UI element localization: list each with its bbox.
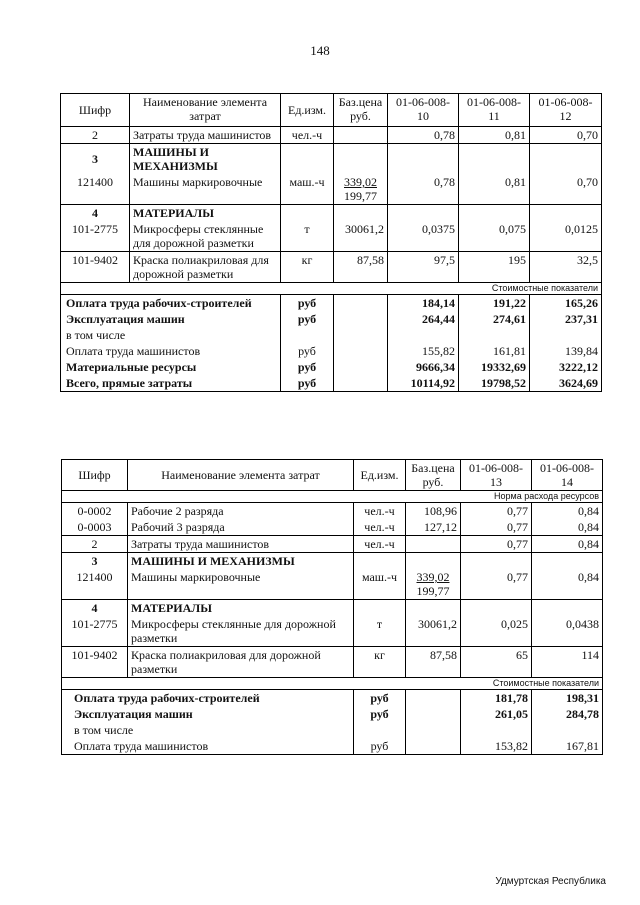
row-value: 65 — [461, 647, 532, 678]
row-price: 108,96 — [406, 503, 461, 520]
row-value: 0,77 — [461, 569, 532, 600]
resource-table-2 — [61, 459, 603, 755]
summary-row — [61, 343, 602, 359]
header-col-10: 01-06-008-10 — [388, 94, 459, 127]
summary-unit: руб — [354, 690, 406, 707]
row-unit: чел.-ч — [354, 503, 406, 520]
summary-value: 9666,34 — [388, 359, 459, 375]
summary-name: Всего, прямые затраты — [61, 375, 281, 392]
row-unit: чел.-ч — [281, 127, 334, 144]
summary-value: 274,61 — [459, 311, 530, 327]
header-col-12: 01-06-008-12 — [530, 94, 602, 127]
price-main: 339,02 — [416, 570, 450, 584]
header-col-14: 01-06-008-14 — [532, 460, 603, 491]
resource-table-1 — [60, 93, 602, 392]
section-label-cost: Стоимостные показатели — [62, 678, 603, 690]
row-code: 101-2775 — [62, 616, 128, 647]
header-unit: Ед.изм. — [281, 94, 334, 127]
row-value: 0,84 — [532, 519, 603, 536]
section-code: 4 — [61, 205, 130, 222]
row-name: Машины маркировочные — [128, 569, 354, 600]
row-name: Краска полиакриловая для дорожной разметки — [130, 252, 281, 283]
row-price: 87,58 — [406, 647, 461, 678]
row-value: 0,78 — [388, 127, 459, 144]
row-value: 0,78 — [388, 174, 459, 205]
summary-row — [61, 311, 602, 327]
section-label-cost: Стоимостные показатели — [61, 283, 602, 295]
row-code: 101-9402 — [61, 252, 130, 283]
row-price — [406, 569, 461, 600]
summary-name: Материальные ресурсы — [61, 359, 281, 375]
summary-value: 198,31 — [532, 690, 603, 707]
summary-value: 10114,92 — [388, 375, 459, 392]
row-code: 0-0002 — [62, 503, 128, 520]
row-value: 0,84 — [532, 536, 603, 553]
summary-row — [62, 738, 603, 755]
row-price — [334, 127, 388, 144]
row-code: 2 — [62, 536, 128, 553]
row-name: Микросферы стеклянные для дорожной разметки — [128, 616, 354, 647]
section-code: 4 — [62, 600, 128, 617]
section-row — [61, 205, 602, 222]
row-unit: чел.-ч — [354, 519, 406, 536]
row-code: 121400 — [62, 569, 128, 600]
header-code: Шифр — [62, 460, 128, 491]
footer-region: Удмуртская Республика — [495, 876, 606, 887]
header-code: Шифр — [61, 94, 130, 127]
page-number: 148 — [310, 43, 330, 58]
summary-value: 191,22 — [459, 295, 530, 312]
summary-row — [62, 706, 603, 722]
section-title: МАТЕРИАЛЫ — [128, 600, 354, 617]
row-value: 32,5 — [530, 252, 602, 283]
row-value: 0,84 — [532, 503, 603, 520]
row-unit: чел.-ч — [354, 536, 406, 553]
section-code: 3 — [61, 144, 130, 175]
row-value: 0,075 — [459, 221, 530, 252]
summary-unit: руб — [354, 738, 406, 755]
table-row — [61, 221, 602, 252]
summary-row — [62, 690, 603, 707]
summary-value: 3222,12 — [530, 359, 602, 375]
row-price: 87,58 — [334, 252, 388, 283]
row-value: 195 — [459, 252, 530, 283]
section-title: МАШИНЫ И МЕХАНИЗМЫ — [128, 553, 354, 570]
summary-name: Оплата труда машинистов — [62, 738, 354, 755]
section-row — [62, 600, 603, 617]
summary-value: 155,82 — [388, 343, 459, 359]
summary-value: 264,44 — [388, 311, 459, 327]
summary-value: 181,78 — [461, 690, 532, 707]
row-value: 0,025 — [461, 616, 532, 647]
row-value: 0,70 — [530, 174, 602, 205]
table-row — [62, 569, 603, 600]
table-header-row — [62, 460, 603, 491]
header-price: Баз.цена руб. — [334, 94, 388, 127]
row-code: 101-9402 — [62, 647, 128, 678]
price-secondary: 199,77 — [344, 189, 377, 203]
row-name: Машины маркировочные — [130, 174, 281, 205]
row-value: 0,84 — [532, 569, 603, 600]
row-code: 0-0003 — [62, 519, 128, 536]
section-title: МАТЕРИАЛЫ — [130, 205, 281, 222]
summary-value: 261,05 — [461, 706, 532, 722]
row-name: Затраты труда машинистов — [130, 127, 281, 144]
summary-value: 19798,52 — [459, 375, 530, 392]
section-code: 3 — [62, 553, 128, 570]
table-row — [62, 616, 603, 647]
row-name: Затраты труда машинистов — [128, 536, 354, 553]
summary-name: в том числе — [62, 722, 354, 738]
summary-value: 153,82 — [461, 738, 532, 755]
summary-unit: руб — [281, 359, 334, 375]
summary-row — [61, 359, 602, 375]
table-row — [62, 647, 603, 678]
summary-unit: руб — [281, 311, 334, 327]
section-header-row — [62, 491, 603, 503]
summary-value: 165,26 — [530, 295, 602, 312]
summary-unit: руб — [281, 343, 334, 359]
section-header-row — [61, 283, 602, 295]
header-price: Баз.цена руб. — [406, 460, 461, 491]
summary-name: в том числе — [61, 327, 281, 343]
summary-value: 237,31 — [530, 311, 602, 327]
section-label-norm: Норма расхода ресурсов — [62, 491, 603, 503]
row-name: Рабочие 2 разряда — [128, 503, 354, 520]
row-price: 30061,2 — [406, 616, 461, 647]
row-value: 0,0125 — [530, 221, 602, 252]
summary-value: 139,84 — [530, 343, 602, 359]
row-price — [334, 174, 388, 205]
summary-row — [61, 327, 602, 343]
summary-row — [61, 375, 602, 392]
summary-value: 184,14 — [388, 295, 459, 312]
row-code: 101-2775 — [61, 221, 130, 252]
header-unit: Ед.изм. — [354, 460, 406, 491]
row-code: 2 — [61, 127, 130, 144]
summary-name: Эксплуатация машин — [61, 311, 281, 327]
row-unit: т — [354, 616, 406, 647]
header-col-11: 01-06-008-11 — [459, 94, 530, 127]
summary-row — [61, 295, 602, 312]
header-name: Наименование элемента затрат — [130, 94, 281, 127]
summary-name: Оплата труда рабочих-строителей — [61, 295, 281, 312]
row-price: 127,12 — [406, 519, 461, 536]
row-value: 0,77 — [461, 536, 532, 553]
row-value: 0,81 — [459, 174, 530, 205]
row-unit: кг — [281, 252, 334, 283]
summary-name: Эксплуатация машин — [62, 706, 354, 722]
section-header-row — [62, 678, 603, 690]
summary-value: 167,81 — [532, 738, 603, 755]
row-code: 121400 — [61, 174, 130, 205]
summary-value: 161,81 — [459, 343, 530, 359]
table-header-row — [61, 94, 602, 127]
header-col-13: 01-06-008-13 — [461, 460, 532, 491]
table-row — [61, 174, 602, 205]
table-row — [61, 252, 602, 283]
summary-name: Оплата труда рабочих-строителей — [62, 690, 354, 707]
table-row — [62, 503, 603, 520]
row-unit: т — [281, 221, 334, 252]
row-value: 0,0438 — [532, 616, 603, 647]
row-value: 0,70 — [530, 127, 602, 144]
row-name: Рабочий 3 разряда — [128, 519, 354, 536]
section-row — [62, 553, 603, 570]
row-unit: маш.-ч — [281, 174, 334, 205]
summary-value: 284,78 — [532, 706, 603, 722]
summary-name: Оплата труда машинистов — [61, 343, 281, 359]
row-value: 114 — [532, 647, 603, 678]
summary-unit: руб — [281, 375, 334, 392]
row-unit: маш.-ч — [354, 569, 406, 600]
summary-value: 3624,69 — [530, 375, 602, 392]
table-row — [62, 536, 603, 553]
summary-value: 19332,69 — [459, 359, 530, 375]
row-name: Микросферы стеклянные для дорожной разметки — [130, 221, 281, 252]
row-value: 0,77 — [461, 519, 532, 536]
row-value: 0,77 — [461, 503, 532, 520]
row-value: 97,5 — [388, 252, 459, 283]
header-name: Наименование элемента затрат — [128, 460, 354, 491]
price-secondary: 199,77 — [416, 584, 450, 598]
row-price: 30061,2 — [334, 221, 388, 252]
price-main: 339,02 — [344, 175, 377, 189]
row-unit: кг — [354, 647, 406, 678]
table-row — [62, 519, 603, 536]
summary-row — [62, 722, 603, 738]
summary-unit: руб — [281, 295, 334, 312]
row-price — [406, 536, 461, 553]
section-row — [61, 144, 602, 175]
summary-unit: руб — [354, 706, 406, 722]
row-name: Краска полиакриловая для дорожной разметки — [128, 647, 354, 678]
row-value: 0,0375 — [388, 221, 459, 252]
section-title: МАШИНЫ И МЕХАНИЗМЫ — [130, 144, 281, 175]
table-row — [61, 127, 602, 144]
row-value: 0,81 — [459, 127, 530, 144]
